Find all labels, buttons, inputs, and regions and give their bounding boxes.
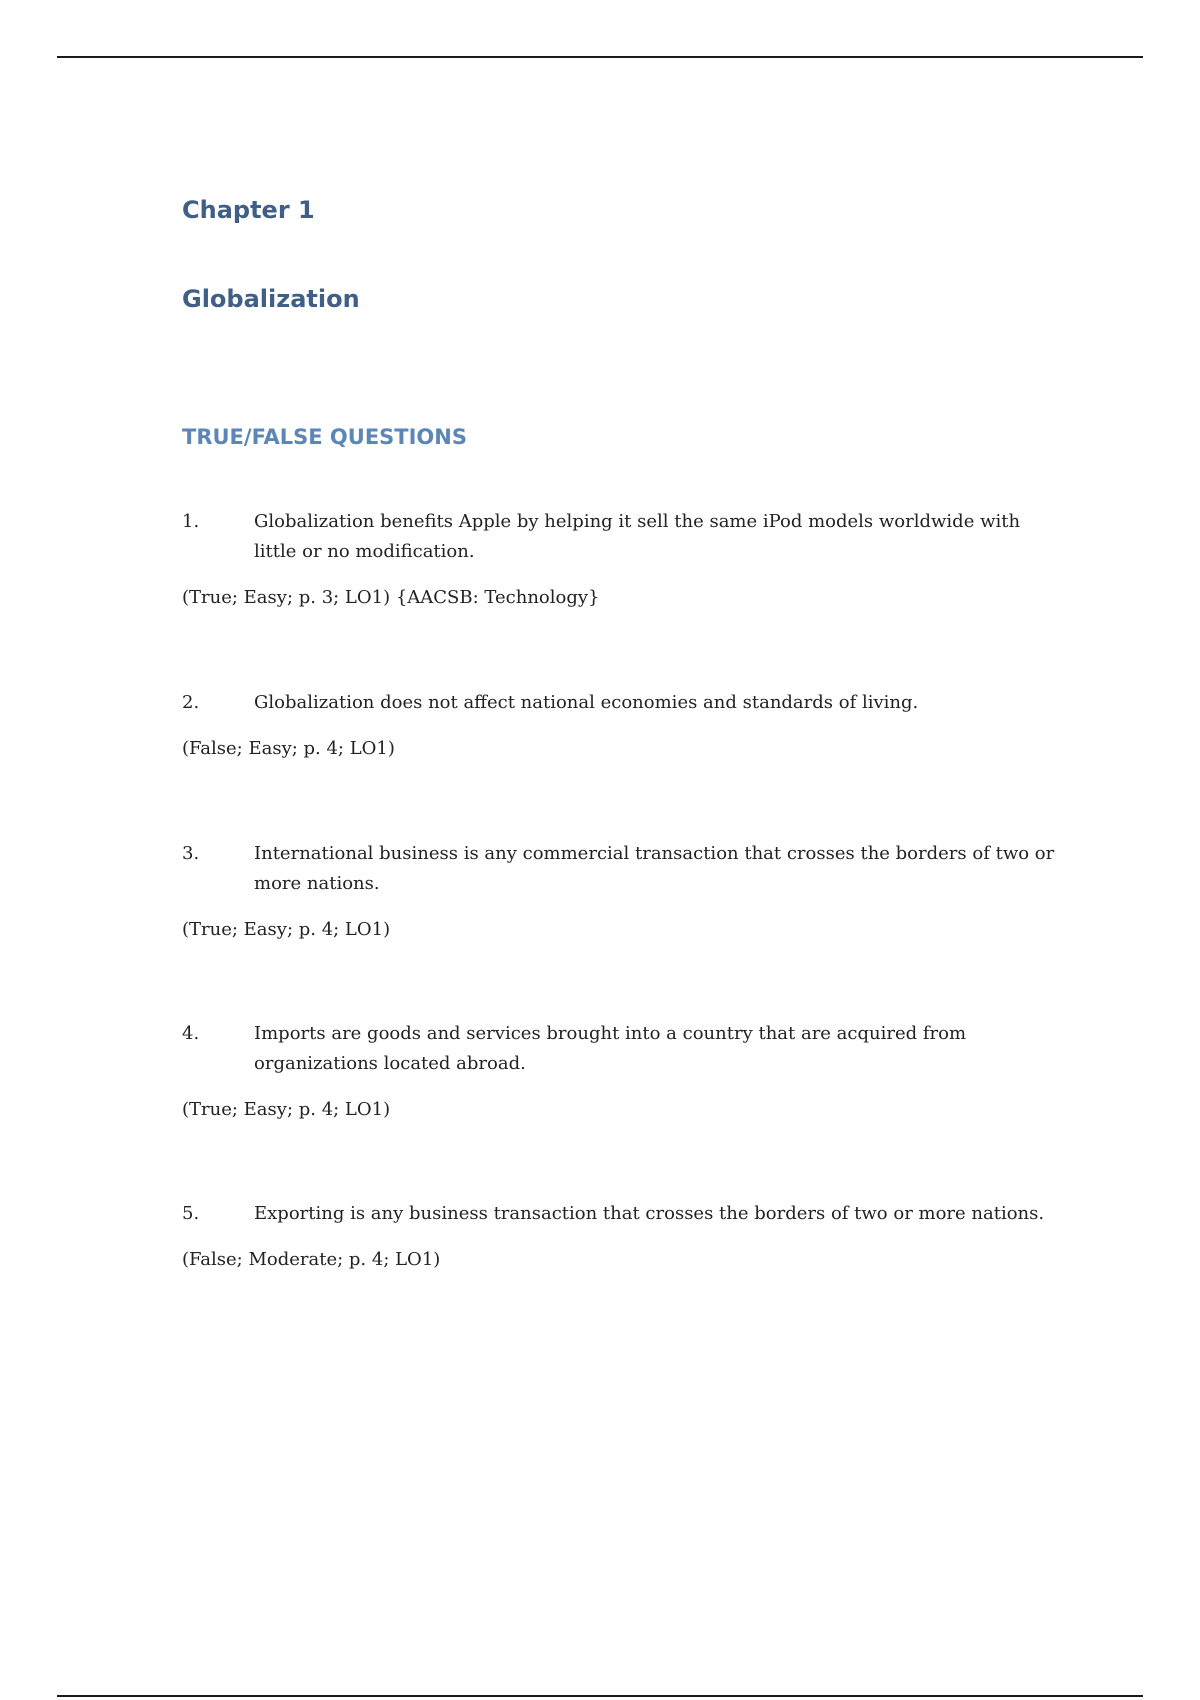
question-answer-meta: (False; Easy; p. 4; LO1) [182,738,395,759]
footer-rule [57,1695,1143,1697]
question-text: Exporting is any business transaction that crosses the borders of two or more nations. [254,1203,1045,1224]
question-text: Globalization benefits Apple by helping it sell the same iPod models worldwide with little or no modification. [254,511,1021,562]
header-rule [57,56,1143,58]
question-item [182,507,1062,613]
chapter-subject-title: Globalization [182,285,360,313]
question-number: 1. [182,511,200,532]
section-heading: TRUE/FALSE QUESTIONS [182,425,467,449]
question-answer-meta: (True; Easy; p. 4; LO1) [182,1099,391,1120]
question-answer-meta: (True; Easy; p. 4; LO1) [182,919,391,940]
question-answer-meta: (False; Moderate; p. 4; LO1) [182,1249,441,1270]
question-item [182,1199,1062,1275]
question-text: Imports are goods and services brought into a country that are acquired from organizations located abroad. [254,1023,967,1074]
chapter-title: Chapter 1 [182,196,315,224]
question-text: International business is any commercial transaction that crosses the borders of two or more nations. [254,843,1055,894]
question-number: 3. [182,843,200,864]
question-number: 2. [182,692,200,713]
question-number: 4. [182,1023,200,1044]
question-answer-meta: (True; Easy; p. 3; LO1) {AACSB: Technology} [182,587,600,608]
question-item [182,839,1062,945]
question-item [182,1019,1062,1125]
question-text: Globalization does not affect national economies and standards of living. [254,692,919,713]
question-item [182,688,1062,764]
question-number: 5. [182,1203,200,1224]
